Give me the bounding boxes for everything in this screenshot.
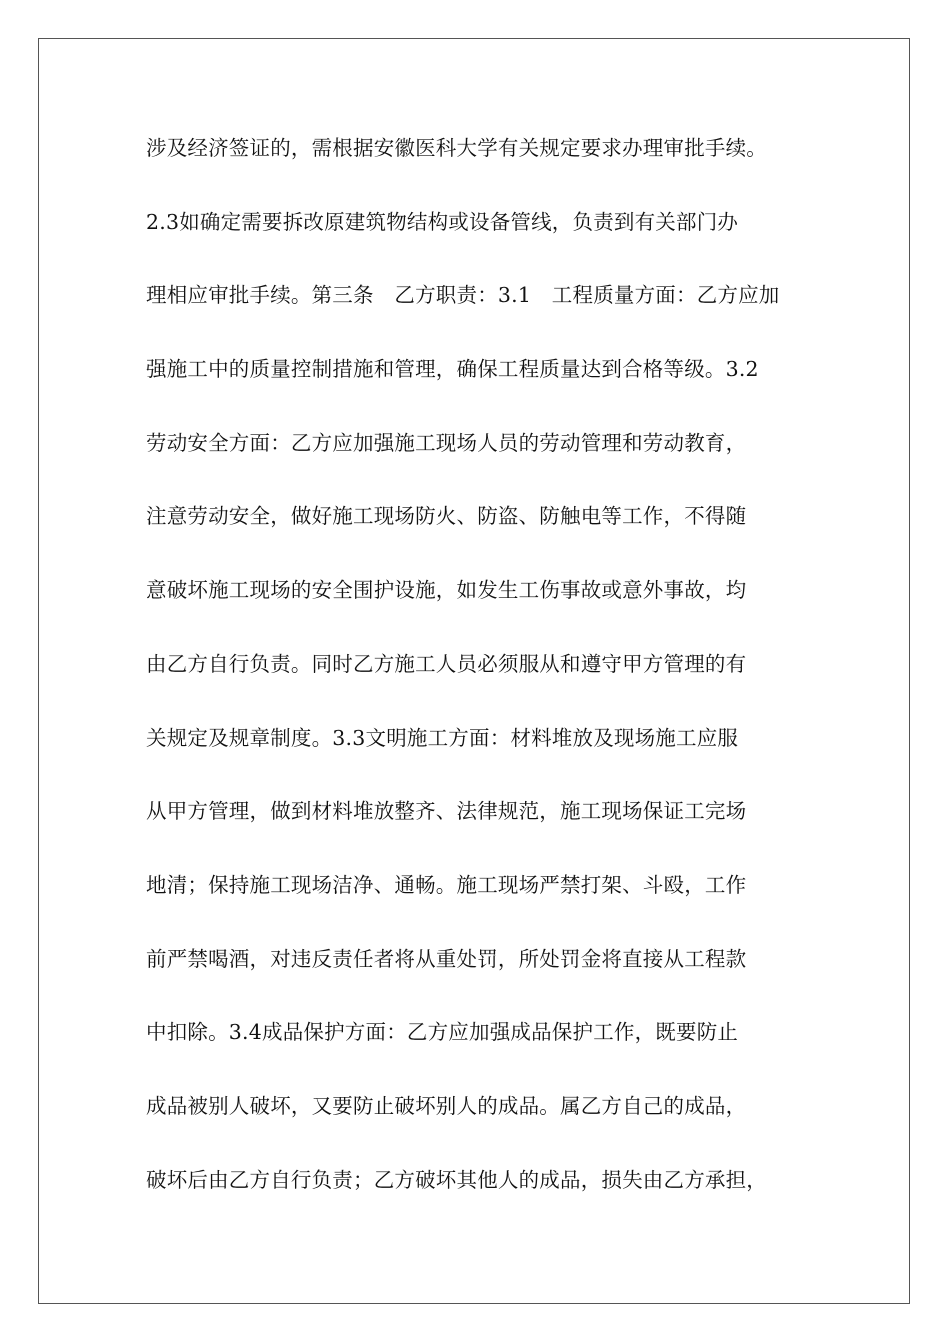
text-line: 中扣除。3.4成品保护方面：乙方应加强成品保护工作，既要防止	[146, 1020, 739, 1045]
text-line: 关规定及规章制度。3.3文明施工方面：材料堆放及现场施工应服	[146, 725, 739, 750]
text-line: 理相应审批手续。第三条 乙方职责：3.1 工程质量方面：乙方应加	[146, 283, 780, 308]
text-line: 成品被别人破坏，又要防止破坏别人的成品。属乙方自己的成品，	[146, 1093, 747, 1118]
text-line: 劳动安全方面：乙方应加强施工现场人员的劳动管理和劳动教育，	[146, 430, 747, 455]
text-line: 地清；保持施工现场洁净、通畅。施工现场严禁打架、斗殴，工作	[146, 872, 747, 897]
text-line: 前严禁喝酒，对违反责任者将从重处罚，所处罚金将直接从工程款	[146, 946, 747, 971]
text-line: 从甲方管理，做到材料堆放整齐、法律规范，施工现场保证工完场	[146, 799, 747, 824]
text-line: 涉及经济签证的，需根据安徽医科大学有关规定要求办理审批手续。	[146, 136, 767, 160]
text-line: 2.3如确定需要拆改原建筑物结构或设备管线，负责到有关部门办	[146, 209, 739, 234]
text-line: 意破坏施工现场的安全围护设施，如发生工伤事故或意外事故，均	[146, 578, 747, 603]
text-line: 由乙方自行负责。同时乙方施工人员必须服从和遵守甲方管理的有	[146, 651, 747, 676]
text-line: 注意劳动安全，做好施工现场防火、防盗、防触电等工作，不得随	[146, 504, 747, 529]
text-line: 破坏后由乙方自行负责；乙方破坏其他人的成品，损失由乙方承担，	[146, 1167, 767, 1192]
document-body	[146, 128, 826, 1233]
text-line: 强施工中的质量控制措施和管理，确保工程质量达到合格等级。3.2	[146, 357, 759, 382]
